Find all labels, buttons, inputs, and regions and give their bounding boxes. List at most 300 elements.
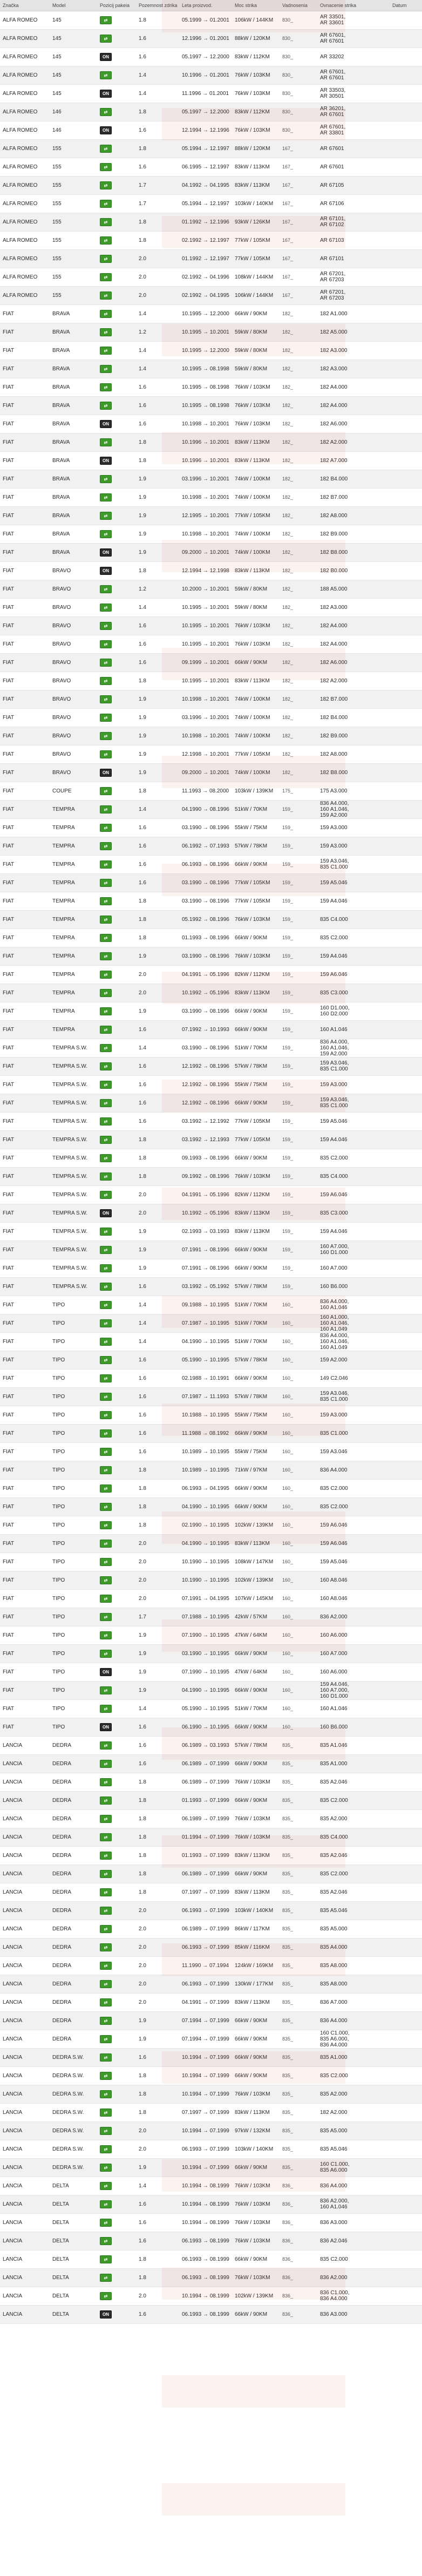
arrows-icon: ⇄ xyxy=(100,1393,112,1401)
cell-engine-code: 160 A6.000 xyxy=(317,1663,390,1681)
cell-model: TEMPRA S.W. xyxy=(50,1039,97,1057)
table-row[interactable] xyxy=(0,708,422,727)
table-row[interactable] xyxy=(0,855,422,873)
table-row[interactable] xyxy=(0,1497,422,1516)
table-row[interactable] xyxy=(0,984,422,1002)
header-type[interactable]: Vadnosenia xyxy=(280,0,317,11)
cell-power: 83kW / 112KM xyxy=(232,103,280,121)
cell-years: 10.1995 → 10.2001 xyxy=(179,635,232,653)
table-row[interactable] xyxy=(0,1461,422,1479)
header-position[interactable]: Pozicij pakeia xyxy=(97,0,136,11)
arrows-icon: ⇄ xyxy=(100,181,112,189)
table-row[interactable] xyxy=(0,488,422,506)
table-row[interactable] xyxy=(0,818,422,837)
table-row[interactable] xyxy=(0,837,422,855)
arrows-icon: ⇄ xyxy=(100,1650,112,1658)
table-row[interactable] xyxy=(0,286,422,304)
cell-years: 09.2000 → 10.2001 xyxy=(179,763,232,782)
table-row[interactable] xyxy=(0,451,422,470)
cell-years: 07.1991 → 08.1996 xyxy=(179,1240,232,1259)
table-row[interactable] xyxy=(0,1240,422,1259)
table-row[interactable] xyxy=(0,1773,422,1791)
cell-years: 12.1994 → 12.1998 xyxy=(179,561,232,580)
cell-model: TIPO xyxy=(50,1534,97,1553)
table-row[interactable] xyxy=(0,470,422,488)
cell-displacement: 1.6 xyxy=(136,2213,179,2232)
cell-position xyxy=(97,543,136,561)
arrows-icon: ⇄ xyxy=(100,438,112,446)
table-row[interactable] xyxy=(0,1112,422,1130)
table-row[interactable] xyxy=(0,1204,422,1222)
cell-model: TEMPRA S.W. xyxy=(50,1057,97,1075)
table-row[interactable] xyxy=(0,1222,422,1240)
table-row[interactable] xyxy=(0,2268,422,2287)
table-row[interactable] xyxy=(0,1094,422,1112)
table-row[interactable] xyxy=(0,1351,422,1369)
table-row[interactable] xyxy=(0,139,422,158)
table-row[interactable] xyxy=(0,11,422,29)
cell-position xyxy=(97,561,136,580)
cell-years: 02.1990 → 10.1995 xyxy=(179,1516,232,1534)
cell-position xyxy=(97,1773,136,1791)
cell-power: 66kW / 90KM xyxy=(232,1149,280,1167)
table-row[interactable] xyxy=(0,158,422,176)
table-row[interactable] xyxy=(0,2177,422,2195)
cell-make: FIAT xyxy=(0,653,50,672)
table-row[interactable] xyxy=(0,580,422,598)
table-row[interactable] xyxy=(0,304,422,323)
cell-date xyxy=(390,2085,422,2103)
cell-displacement: 1.6 xyxy=(136,1736,179,1754)
cell-years: 02.1988 → 10.1991 xyxy=(179,1369,232,1387)
cell-years: 06.1989 → 07.1999 xyxy=(179,1754,232,1773)
cell-date xyxy=(390,2140,422,2158)
cell-type: 835_ xyxy=(280,1736,317,1754)
cell-type: 182_ xyxy=(280,561,317,580)
cell-power: 83kW / 113KM xyxy=(232,984,280,1002)
cell-model: TEMPRA S.W. xyxy=(50,1185,97,1204)
cell-date xyxy=(390,1791,422,1809)
table-row[interactable] xyxy=(0,2011,422,2030)
cell-make: FIAT xyxy=(0,1149,50,1167)
arrows-icon: ⇄ xyxy=(100,1099,112,1107)
table-row[interactable] xyxy=(0,1846,422,1865)
cell-engine-code: 836 A4.000, 160 A1.046 xyxy=(317,1296,390,1314)
table-row[interactable] xyxy=(0,745,422,763)
cell-date xyxy=(390,2030,422,2048)
table-row[interactable] xyxy=(0,1332,422,1351)
table-row[interactable] xyxy=(0,763,422,782)
table-row[interactable] xyxy=(0,1883,422,1901)
table-row[interactable] xyxy=(0,1259,422,1277)
cell-displacement: 1.8 xyxy=(136,1479,179,1497)
arrows-icon: ⇄ xyxy=(100,1558,112,1566)
cell-position xyxy=(97,2213,136,2232)
table-row[interactable] xyxy=(0,433,422,451)
cell-years: 02.1992 → 12.1997 xyxy=(179,231,232,249)
cell-make: FIAT xyxy=(0,1369,50,1387)
cell-model: TEMPRA xyxy=(50,818,97,837)
header-make[interactable]: Značka xyxy=(0,0,50,11)
cell-make: LANCIA xyxy=(0,2232,50,2250)
table-row[interactable] xyxy=(0,506,422,525)
cell-model: 145 xyxy=(50,29,97,48)
table-row[interactable] xyxy=(0,1424,422,1442)
cell-power: 66kW / 90KM xyxy=(232,1644,280,1663)
on-icon: ON xyxy=(100,548,112,557)
cell-make: FIAT xyxy=(0,965,50,984)
table-row[interactable] xyxy=(0,782,422,800)
table-row[interactable] xyxy=(0,965,422,984)
table-row[interactable] xyxy=(0,690,422,708)
table-row[interactable] xyxy=(0,66,422,84)
cell-make: FIAT xyxy=(0,1094,50,1112)
cell-engine-code: 836 A3.000 xyxy=(317,2305,390,2323)
cell-displacement: 1.9 xyxy=(136,1681,179,1699)
table-row[interactable] xyxy=(0,1167,422,1185)
table-row[interactable] xyxy=(0,378,422,396)
table-row[interactable] xyxy=(0,1993,422,2011)
cell-position xyxy=(97,708,136,727)
cell-engine-code: 836 C1.000, 836 A4.000 xyxy=(317,2287,390,2305)
cell-position xyxy=(97,158,136,176)
table-row[interactable] xyxy=(0,1553,422,1571)
cell-date xyxy=(390,1901,422,1920)
table-row[interactable] xyxy=(0,1002,422,1020)
table-row[interactable] xyxy=(0,598,422,616)
table-row[interactable] xyxy=(0,2121,422,2140)
cell-displacement: 1.6 xyxy=(136,1351,179,1369)
cell-years: 05.1990 → 10.1995 xyxy=(179,1699,232,1718)
cell-power: 66kW / 90KM xyxy=(232,1020,280,1039)
cell-years: 06.1993 → 07.1999 xyxy=(179,1975,232,1993)
cell-type: 160_ xyxy=(280,1332,317,1351)
header-engine-code[interactable]: Ovnacenie strika xyxy=(317,0,390,11)
cell-model: TIPO xyxy=(50,1663,97,1681)
table-row[interactable] xyxy=(0,1828,422,1846)
cell-years: 10.1992 → 05.1996 xyxy=(179,1204,232,1222)
cell-years: 07.1991 → 08.1996 xyxy=(179,1259,232,1277)
cell-years: 04.1990 → 08.1996 xyxy=(179,800,232,818)
cell-years: 05.1994 → 12.1997 xyxy=(179,194,232,213)
arrows-icon: ⇄ xyxy=(100,2017,112,2025)
table-row[interactable] xyxy=(0,1699,422,1718)
cell-displacement: 1.9 xyxy=(136,1002,179,1020)
cell-model: COUPE xyxy=(50,782,97,800)
cell-date xyxy=(390,1240,422,1259)
on-icon: ON xyxy=(100,1723,112,1731)
cell-model: DEDRA xyxy=(50,1809,97,1828)
cell-model: 145 xyxy=(50,84,97,103)
table-row[interactable] xyxy=(0,1442,422,1461)
cell-years: 11.1993 → 08.2000 xyxy=(179,782,232,800)
cell-model: TEMPRA S.W. xyxy=(50,1240,97,1259)
table-row[interactable] xyxy=(0,1075,422,1094)
table-row[interactable] xyxy=(0,1663,422,1681)
cell-years: 10.1994 → 07.1999 xyxy=(179,2085,232,2103)
table-row[interactable] xyxy=(0,341,422,360)
table-row[interactable] xyxy=(0,2250,422,2268)
table-row[interactable] xyxy=(0,1938,422,1956)
arrows-icon: ⇄ xyxy=(100,1741,112,1750)
cell-position xyxy=(97,139,136,158)
cell-date xyxy=(390,1589,422,1608)
cell-power: 59kW / 80KM xyxy=(232,341,280,360)
table-row[interactable] xyxy=(0,2103,422,2121)
cell-engine-code: 159 A3.046, 835 C1.000 xyxy=(317,855,390,873)
cell-engine-code: AR 33501, AR 33601 xyxy=(317,11,390,29)
cell-displacement: 1.8 xyxy=(136,910,179,928)
table-row[interactable] xyxy=(0,2305,422,2323)
cell-model: DEDRA xyxy=(50,2011,97,2030)
arrows-icon: ⇄ xyxy=(100,677,112,685)
cell-engine-code: 160 A7.000 xyxy=(317,1644,390,1663)
cell-displacement: 1.8 xyxy=(136,11,179,29)
cell-power: 76kW / 103KM xyxy=(232,121,280,139)
table-body xyxy=(0,11,422,2323)
table-row[interactable] xyxy=(0,1314,422,1332)
arrows-icon: ⇄ xyxy=(100,493,112,501)
cell-make: LANCIA xyxy=(0,1883,50,1901)
table-row[interactable] xyxy=(0,616,422,635)
table-row[interactable] xyxy=(0,653,422,672)
cell-power: 102kW / 139KM xyxy=(232,1571,280,1589)
cell-years: 10.1998 → 10.2001 xyxy=(179,727,232,745)
arrows-icon: ⇄ xyxy=(100,1154,112,1162)
table-row[interactable] xyxy=(0,873,422,892)
table-row[interactable] xyxy=(0,268,422,286)
cell-displacement: 1.4 xyxy=(136,1332,179,1351)
cell-position xyxy=(97,103,136,121)
cell-type: 160_ xyxy=(280,1406,317,1424)
arrows-icon: ⇄ xyxy=(100,1888,112,1896)
cell-position xyxy=(97,598,136,616)
table-row[interactable] xyxy=(0,2158,422,2177)
table-row[interactable] xyxy=(0,1149,422,1167)
header-displacement[interactable]: Pozemnost zdrika xyxy=(136,0,179,11)
cell-type: 182_ xyxy=(280,506,317,525)
cell-engine-code: AR 67601 xyxy=(317,158,390,176)
table-row[interactable] xyxy=(0,672,422,690)
arrows-icon: ⇄ xyxy=(100,200,112,208)
arrows-icon: ⇄ xyxy=(100,1870,112,1878)
cell-type: 159_ xyxy=(280,928,317,947)
cell-type: 159_ xyxy=(280,1020,317,1039)
table-row[interactable] xyxy=(0,1975,422,1993)
cell-type: 182_ xyxy=(280,727,317,745)
cell-model: DEDRA xyxy=(50,1901,97,1920)
cell-position xyxy=(97,1351,136,1369)
cell-make: FIAT xyxy=(0,1589,50,1608)
header-date[interactable]: Datum xyxy=(390,0,422,11)
cell-power: 66kW / 90KM xyxy=(232,928,280,947)
arrows-icon: ⇄ xyxy=(100,71,112,79)
table-row[interactable] xyxy=(0,2030,422,2048)
cell-type: 160_ xyxy=(280,1516,317,1534)
cell-type: 835_ xyxy=(280,2066,317,2085)
table-row[interactable] xyxy=(0,543,422,561)
table-row[interactable] xyxy=(0,1644,422,1663)
cell-model: TIPO xyxy=(50,1608,97,1626)
table-row[interactable] xyxy=(0,1406,422,1424)
cell-engine-code: 836 A4.000 xyxy=(317,1461,390,1479)
table-row[interactable] xyxy=(0,1296,422,1314)
cell-date xyxy=(390,561,422,580)
cell-make: FIAT xyxy=(0,672,50,690)
cell-years: 12.1998 → 10.2001 xyxy=(179,745,232,763)
cell-type: 835_ xyxy=(280,2140,317,2158)
table-row[interactable] xyxy=(0,928,422,947)
cell-make: FIAT xyxy=(0,1718,50,1736)
cell-make: LANCIA xyxy=(0,2287,50,2305)
table-row[interactable] xyxy=(0,396,422,415)
cell-years: 09.1988 → 10.1995 xyxy=(179,1296,232,1314)
table-row[interactable] xyxy=(0,1718,422,1736)
header-years[interactable]: Leta proizvod. xyxy=(179,0,232,11)
cell-date xyxy=(390,268,422,286)
cell-power: 51kW / 70KM xyxy=(232,1332,280,1351)
cell-date xyxy=(390,2158,422,2177)
cell-date xyxy=(390,2103,422,2121)
table-row[interactable] xyxy=(0,1865,422,1883)
table-row[interactable] xyxy=(0,360,422,378)
cell-displacement: 1.7 xyxy=(136,176,179,194)
table-row[interactable] xyxy=(0,1185,422,1204)
table-row[interactable] xyxy=(0,1039,422,1057)
table-row[interactable] xyxy=(0,84,422,103)
cell-power: 57kW / 78KM xyxy=(232,1387,280,1406)
table-row[interactable] xyxy=(0,1020,422,1039)
cell-displacement: 1.6 xyxy=(136,1424,179,1442)
table-row[interactable] xyxy=(0,29,422,48)
table-row[interactable] xyxy=(0,1277,422,1296)
table-row[interactable] xyxy=(0,1809,422,1828)
table-row[interactable] xyxy=(0,525,422,543)
table-row[interactable] xyxy=(0,194,422,213)
table-row[interactable] xyxy=(0,800,422,818)
cell-date xyxy=(390,1259,422,1277)
cell-type: 159_ xyxy=(280,1204,317,1222)
cell-engine-code: 159 A3.000 xyxy=(317,1406,390,1424)
table-row[interactable] xyxy=(0,249,422,268)
table-row[interactable] xyxy=(0,635,422,653)
cell-model: TIPO xyxy=(50,1387,97,1406)
cell-power: 77kW / 105KM xyxy=(232,892,280,910)
cell-date xyxy=(390,1681,422,1699)
table-row[interactable] xyxy=(0,910,422,928)
cell-years: 10.2000 → 10.2001 xyxy=(179,580,232,598)
cell-displacement: 1.2 xyxy=(136,580,179,598)
arrows-icon: ⇄ xyxy=(100,732,112,740)
cell-power: 77kW / 105KM xyxy=(232,745,280,763)
table-row[interactable] xyxy=(0,121,422,139)
table-row[interactable] xyxy=(0,1754,422,1773)
table-row[interactable] xyxy=(0,48,422,66)
cell-date xyxy=(390,1296,422,1314)
table-row[interactable] xyxy=(0,1516,422,1534)
cell-power: 74kW / 100KM xyxy=(232,690,280,708)
arrows-icon: ⇄ xyxy=(100,1925,112,1933)
header-model[interactable]: Model xyxy=(50,0,97,11)
cell-date xyxy=(390,1020,422,1039)
table-row[interactable] xyxy=(0,2085,422,2103)
table-row[interactable] xyxy=(0,1920,422,1938)
table-row[interactable] xyxy=(0,1736,422,1754)
table-row[interactable] xyxy=(0,1057,422,1075)
cell-displacement: 1.9 xyxy=(136,1644,179,1663)
table-row[interactable] xyxy=(0,1791,422,1809)
arrows-icon: ⇄ xyxy=(100,1283,112,1291)
cell-engine-code: 182 B8.000 xyxy=(317,543,390,561)
table-row[interactable] xyxy=(0,213,422,231)
cell-type: 836_ xyxy=(280,2250,317,2268)
cell-date xyxy=(390,1754,422,1773)
cell-make: FIAT xyxy=(0,415,50,433)
cell-model: DEDRA xyxy=(50,1865,97,1883)
table-row[interactable] xyxy=(0,727,422,745)
table-row[interactable] xyxy=(0,1589,422,1608)
cell-date xyxy=(390,855,422,873)
table-row[interactable] xyxy=(0,1369,422,1387)
table-row[interactable] xyxy=(0,2287,422,2305)
table-row[interactable] xyxy=(0,323,422,341)
table-row[interactable] xyxy=(0,1901,422,1920)
cell-power: 76kW / 103KM xyxy=(232,1809,280,1828)
cell-position xyxy=(97,1589,136,1608)
header-power[interactable]: Moc strika xyxy=(232,0,280,11)
cell-date xyxy=(390,323,422,341)
table-row[interactable] xyxy=(0,415,422,433)
table-row[interactable] xyxy=(0,1571,422,1589)
table-row[interactable] xyxy=(0,2195,422,2213)
table-row[interactable] xyxy=(0,1387,422,1406)
cell-power: 55kW / 75KM xyxy=(232,1442,280,1461)
cell-power: 66kW / 90KM xyxy=(232,2305,280,2323)
cell-date xyxy=(390,1608,422,1626)
table-row[interactable] xyxy=(0,176,422,194)
table-row[interactable] xyxy=(0,103,422,121)
cell-type: 160_ xyxy=(280,1608,317,1626)
cell-power: 66kW / 90KM xyxy=(232,1094,280,1112)
cell-displacement: 1.8 xyxy=(136,561,179,580)
cell-engine-code: 835 A8.000 xyxy=(317,1956,390,1975)
table-row[interactable] xyxy=(0,2232,422,2250)
table-row[interactable] xyxy=(0,2140,422,2158)
table-row[interactable] xyxy=(0,2048,422,2066)
cell-type: 167_ xyxy=(280,194,317,213)
table-row[interactable] xyxy=(0,1626,422,1644)
table-row[interactable] xyxy=(0,1608,422,1626)
table-row[interactable] xyxy=(0,1130,422,1149)
table-row[interactable] xyxy=(0,231,422,249)
table-row[interactable] xyxy=(0,2213,422,2232)
cell-position xyxy=(97,304,136,323)
cell-position xyxy=(97,194,136,213)
table-row[interactable] xyxy=(0,2066,422,2085)
table-row[interactable] xyxy=(0,1479,422,1497)
table-row[interactable] xyxy=(0,892,422,910)
table-row[interactable] xyxy=(0,947,422,965)
table-row[interactable] xyxy=(0,561,422,580)
cell-position xyxy=(97,1094,136,1112)
table-row[interactable] xyxy=(0,1956,422,1975)
cell-displacement: 1.8 xyxy=(136,1497,179,1516)
cell-engine-code: 835 A8.000 xyxy=(317,1975,390,1993)
table-row[interactable] xyxy=(0,1534,422,1553)
cell-date xyxy=(390,763,422,782)
cell-type: 835_ xyxy=(280,1828,317,1846)
table-row[interactable] xyxy=(0,1681,422,1699)
